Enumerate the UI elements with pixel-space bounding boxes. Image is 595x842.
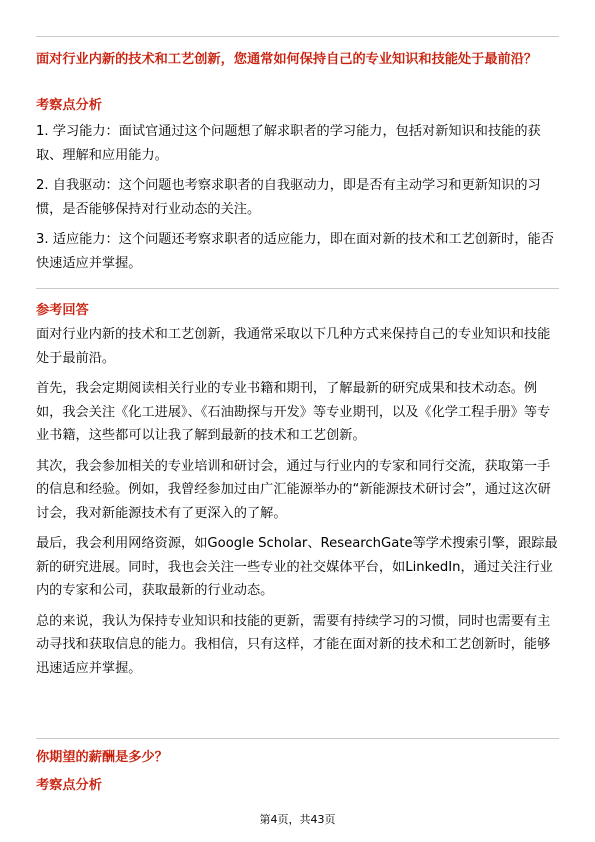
page-number: 第4页，共43页 [259, 813, 336, 826]
section-divider [36, 288, 559, 289]
answer-paragraph: 总的来说，我认为保持专业知识和技能的更新，需要有持续学习的习惯，同时也需要有主动寻找和获取信息的能力。我相信，只有这样，才能在面对新的技术和工艺创新时，能够迅速适应并掌握。 [36, 613, 551, 676]
analysis-item: 2. 自我驱动：这个问题也考察求职者的自我驱动力，即是否有主动学习和更新知识的习惯，是否能够保持对行业动态的关注。 [36, 178, 541, 217]
top-divider [36, 36, 559, 37]
answer-paragraph: 面对行业内新的技术和工艺创新，我通常采取以下几种方式来保持自己的专业知识和技能处于最前沿。 [36, 327, 551, 366]
answer-paragraph: 其次，我会参加相关的专业培训和研讨会，通过与行业内的专家和同行交流，获取第一手的信息和经验。例如，我曾经参加过由广汇能源举办的“新能源技术研讨会”，通过这次研讨会，我对新能源技术有了更深入的了解。 [36, 458, 551, 521]
analysis-item: 1. 学习能力：面试官通过这个问题想了解求职者的学习能力，包括对新知识和技能的获取、理解和应用能力。 [36, 124, 541, 163]
question-title: 你期望的薪酬是多少？ [36, 750, 168, 765]
answer-body [36, 323, 559, 680]
question-title: 面对行业内新的技术和工艺创新，您通常如何保持自己的专业知识和技能处于最前沿？ [36, 52, 538, 67]
analysis-heading: 考察点分析 [36, 98, 102, 113]
answer-paragraph: 首先，我会定期阅读相关行业的专业书籍和期刊，了解最新的研究成果和技术动态。例如，我会关注《化工进展》、《石油勘探与开发》等专业期刊，以及《化学工程手册》等专业书籍，这些都可以让我了解到最新的技术和工艺创新。 [36, 381, 551, 443]
answer-paragraph: 最后，我会利用网络资源，如Google Scholar、ResearchGate等学术搜索引擎，跟踪最新的研究进展。同时，我也会关注一些专业的社交媒体平台，如LinkedIn，通过关注行业内的专家和公司，获取最新的行业动态。 [36, 536, 558, 598]
answer-heading: 参考回答 [36, 303, 89, 318]
analysis-heading: 考察点分析 [36, 778, 102, 793]
analysis-item: 3. 适应能力：这个问题还考察求职者的适应能力，即在面对新的技术和工艺创新时，能否快速适应并掌握。 [36, 232, 554, 271]
analysis-list [36, 120, 559, 275]
section-divider [36, 738, 559, 739]
